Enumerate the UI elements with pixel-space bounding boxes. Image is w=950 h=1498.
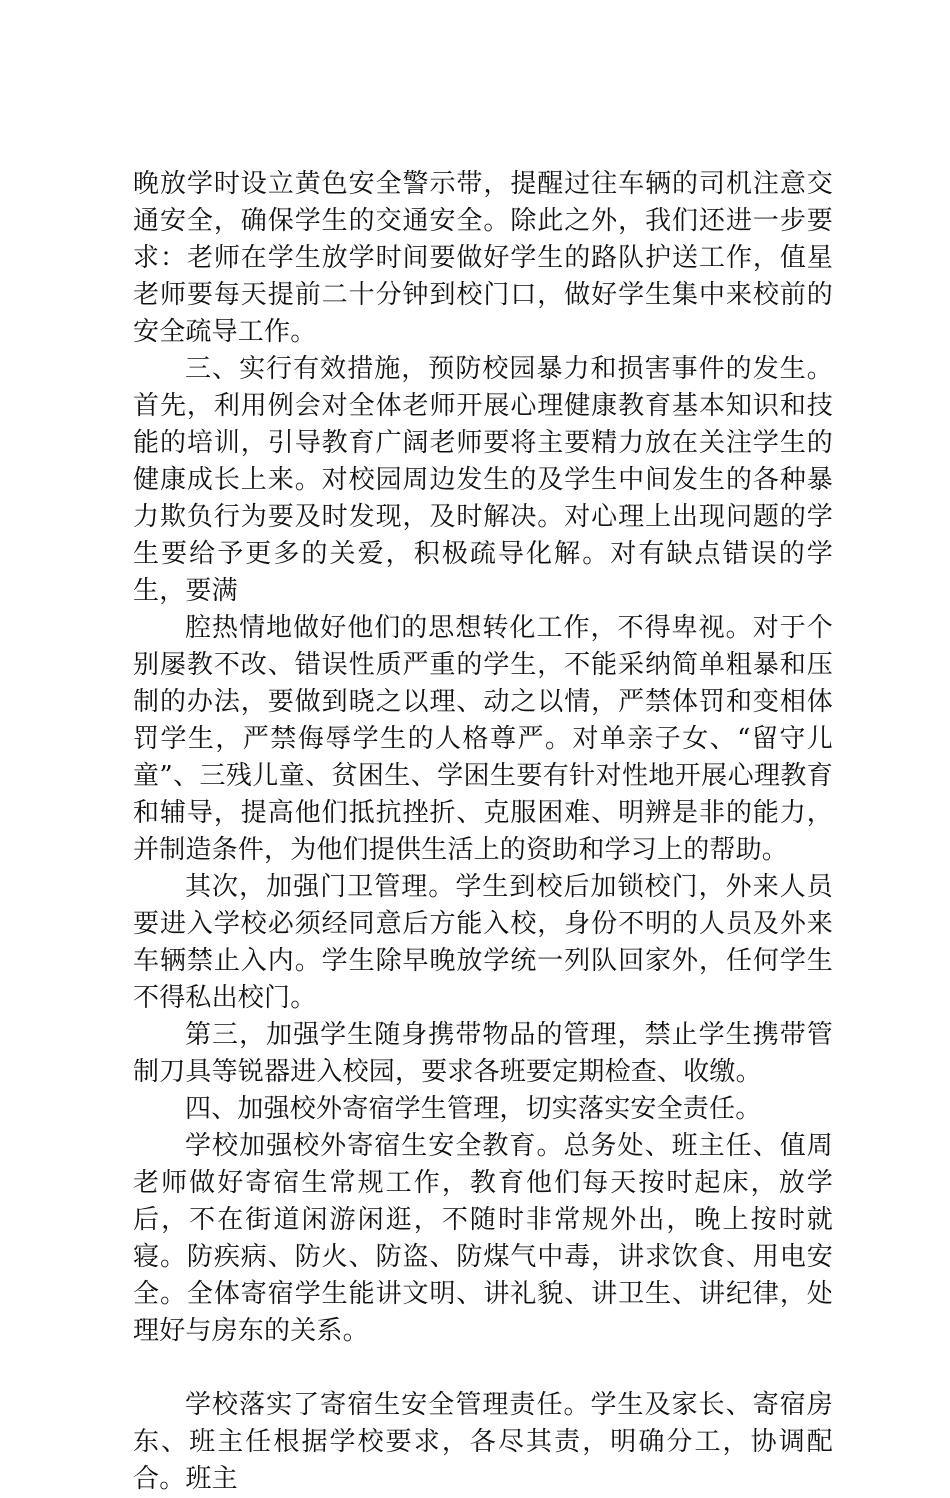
paragraph-continuation: 晚放学时设立黄色安全警示带，提醒过往车辆的司机注意交通安全，确保学生的交通安全。除此之外，我们还进一步要求：老师在学生放学时间要做好学生的路队护送工作，值星老师要每天提前二十分钟到校门口，做好学生集中来校前的安全疏导工作。 bbox=[133, 169, 833, 347]
paragraph-section-four: 四、加强校外寄宿学生管理，切实落实安全责任。 bbox=[185, 1094, 762, 1124]
paragraph-student-care: 腔热情地做好他们的思想转化工作，不得卑视。对于个别屡教不改、错误性质严重的学生，不能采纳简单粗暴和压制的办法，要做到晓之以理、动之以情，严禁体罚和变相体罚学生，严禁侮辱学生的人格尊严。对单亲子女、“留守儿童”、三残儿童、贫困生、学困生要有针对性地开展心理教育和辅导，提高他们抵抗挫折、克服困难、明辨是非的能力，并制造条件，为他们提供生活上的资助和学习上的帮助。 bbox=[133, 613, 833, 865]
paragraph-gate-management: 其次，加强门卫管理。学生到校后加锁校门，外来人员要进入学校必须经同意后方能入校，身份不明的人员及外来车辆禁止入内。学生除早晚放学统一列队回家外，任何学生不得私出校门。 bbox=[133, 872, 833, 1013]
paragraph-boarding-education: 学校加强校外寄宿生安全教育。总务处、班主任、值周老师做好寄宿生常规工作，教育他们每天按时起床，放学后，不在街道闲游闲逛，不随时非常规外出，晚上按时就寝。防疾病、防火、防盗、防煤气中毒，讲求饮食、用电安全。全体寄宿学生能讲文明、讲礼貌、讲卫生、讲纪律，处理好与房东的关系。 bbox=[133, 1131, 833, 1346]
paragraph-belongings-management: 第三，加强学生随身携带物品的管理，禁止学生携带管制刀具等锐器进入校园，要求各班要定期检查、收缴。 bbox=[133, 1020, 833, 1087]
document-body bbox=[133, 166, 833, 1498]
paragraph-boarding-responsibility: 学校落实了寄宿生安全管理责任。学生及家长、寄宿房东、班主任根据学校要求，各尽其责，明确分工，协调配合。班主 bbox=[133, 1390, 833, 1494]
paragraph-section-three: 三、实行有效措施，预防校园暴力和损害事件的发生。首先，利用例会对全体老师开展心理健康教育基本知识和技能的培训，引导教育广阔老师要将主要精力放在关注学生的健康成长上来。对校园周边发生的及学生中间发生的各种暴力欺负行为要及时发现，及时解决。对心理上出现问题的学生要给予更多的关爱，积极疏导化解。对有缺点错误的学生，要满 bbox=[133, 354, 833, 606]
